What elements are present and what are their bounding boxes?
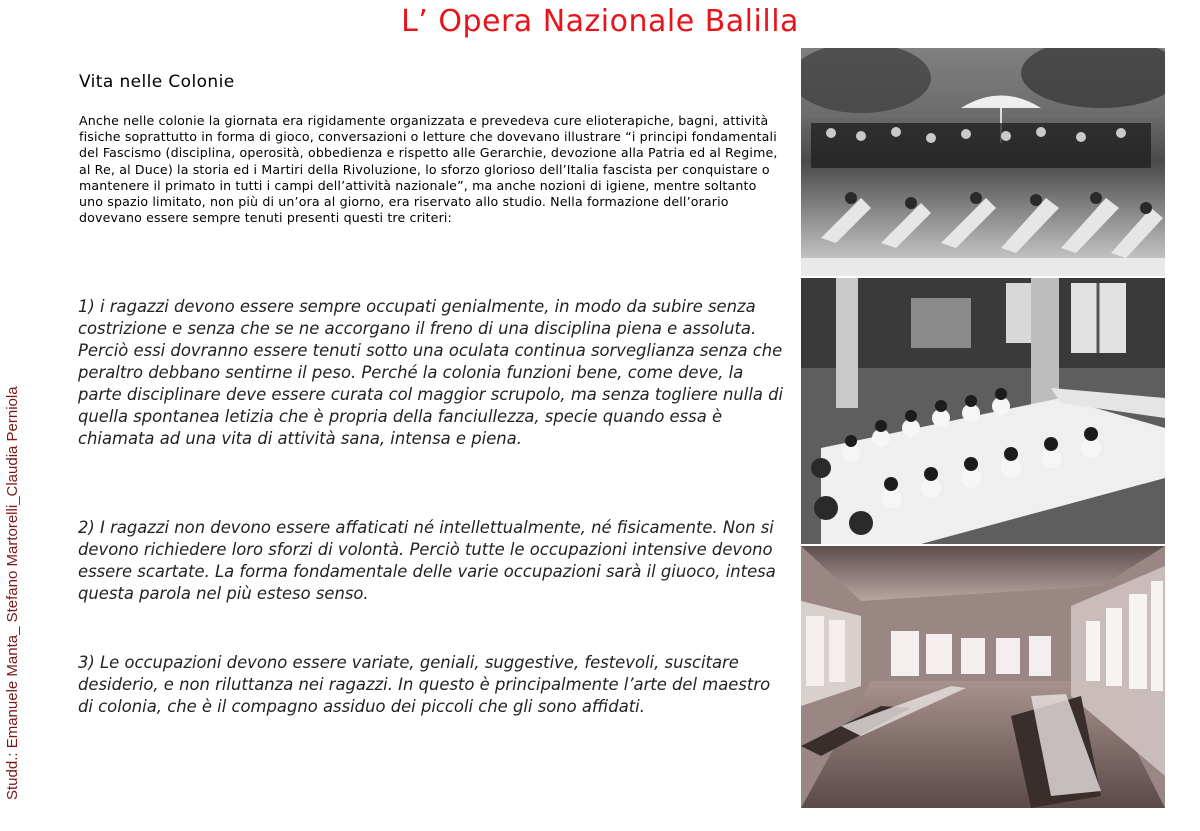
photo-dining-hall-children <box>801 278 1165 544</box>
section-heading: Vita nelle Colonie <box>79 72 235 92</box>
criterion-2: 2) I ragazzi non devono essere affaticati né intellettualmente, né fisicamente. Non si devono richiedere loro sforzi di volontà. Perciò tutte le occupazioni intensive devono essere scartate. La forma fondamentale delle varie occupazioni sarà il giuoco, intesa questa parola nel più esteso senso. <box>78 518 776 603</box>
photo-outdoor-crowd <box>801 48 1165 276</box>
student-credits: Studd.: Emanuele Manta_ Stefano Martorelli_Claudia Perniola <box>4 386 21 800</box>
page-title: L’ Opera Nazionale Balilla <box>401 4 799 39</box>
photo-empty-refectory <box>801 546 1165 808</box>
criterion-1: 1) i ragazzi devono essere sempre occupati genialmente, in modo da subire senza costrizione e senza che se ne accorgano il freno di una disciplina piena e assoluta. Perciò essi dovranno essere tenuti sotto una oculata continua sorveglianza senza che peraltro debbano sentirne il peso. Perché la colonia funzioni bene, come deve, la parte disciplinare deve essere curata col maggior scrupolo, ma senza togliere nulla di quella spontanea letizia che è propria della fanciullezza, specie quando essa è chiamata ad una vita di attività sana, intensa e piena. <box>78 297 784 448</box>
intro-paragraph: Anche nelle colonie la giornata era rigidamente organizzata e prevedeva cure elioterapiche, bagni, attività fisiche soprattutto in forma di gioco, conversazioni o letture che dovevano illustrare “i principi fondamentali del Fascismo (disciplina, operosità, obbedienza e rispetto alle Gerarchie, devozione alla Patria ed al Regime, al Re, al Duce) la storia ed i Martiri della Rivoluzione, lo sforzo glorioso dell’Italia fascista per conquistare o mantenere il primato in tutti i campi dell’attività nazionale”, ma anche nozioni di igiene, mentre soltanto uno spazio limitato, non più di un’ora al giorno, era riservato allo studio. Nella formazione dell’orario dovevano essere sempre tenuti presenti questi tre criteri: <box>79 113 778 226</box>
criterion-3: 3) Le occupazioni devono essere variate, geniali, suggestive, festevoli, suscitare desiderio, e non riluttanza nei ragazzi. In questo è principalmente l’arte del maestro di colonia, che è il compagno assiduo dei piccoli che gli sono affidati. <box>78 653 771 716</box>
